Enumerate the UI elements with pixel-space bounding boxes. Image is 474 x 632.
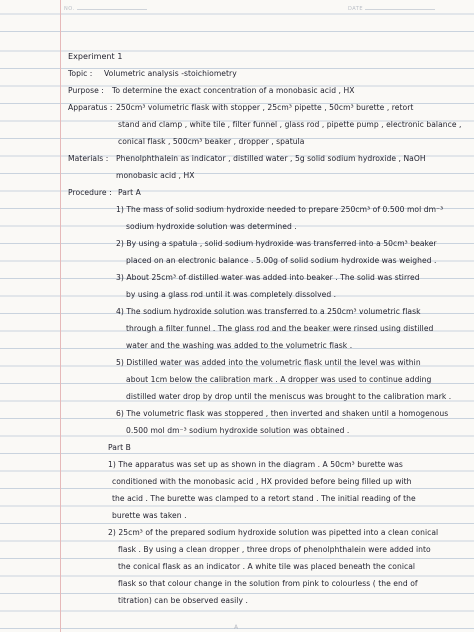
margin-line — [60, 0, 61, 632]
apparatus-line: 250cm³ volumetric flask with stopper , 25cm³ pipette , 50cm³ burette , retort — [116, 103, 414, 112]
procedure-line: 2) 25cm³ of the prepared sodium hydroxide solution was pipetted into a clean conical — [108, 528, 439, 537]
page-title: Experiment 1 — [68, 52, 123, 61]
materials-line: Phenolphthalein as indicator , distilled water , 5g solid sodium hydroxide , NaOH — [116, 154, 426, 163]
apparatus-line: stand and clamp , white tile , filter funnel , glass rod , pipette pump , electronic balance , — [118, 120, 462, 129]
procedure-line: conditioned with the monobasic acid , HX provided before being filled up with — [112, 477, 412, 486]
procedure-line: about 1cm below the calibration mark . A dropper was used to continue adding — [126, 375, 432, 384]
header-no-label: NO. — [64, 6, 75, 12]
procedure-line: sodium hydroxide solution was determined . — [126, 222, 297, 231]
procedure-line: titration) can be observed easily . — [118, 596, 248, 605]
procedure-line: 4) The sodium hydroxide solution was transferred to a 250cm³ volumetric flask — [116, 307, 421, 316]
procedure-line: by using a glass rod until it was completely dissolved . — [126, 290, 337, 299]
procedure-line: through a filter funnel . The glass rod and the beaker were rinsed using distilled — [126, 324, 434, 333]
materials-label: Materials : — [68, 154, 109, 163]
header-date — [348, 6, 435, 12]
part-b-label: Part B — [108, 443, 131, 452]
procedure-line: placed on an electronic balance . 5.00g of solid sodium hydroxide was weighed . — [126, 256, 437, 265]
procedure-line: flask . By using a clean dropper , three drops of phenolphthalein were added into — [118, 545, 431, 554]
header-no — [64, 6, 147, 12]
apparatus-label: Apparatus : — [68, 103, 113, 112]
header-date-rule — [365, 9, 435, 10]
footer-mark: A — [234, 624, 239, 631]
apparatus-line: conical flask , 500cm³ beaker , dropper , spatula — [118, 137, 305, 146]
procedure-line: 1) The mass of solid sodium hydroxide needed to prepare 250cm³ of 0.500 mol dm⁻³ — [116, 205, 444, 214]
procedure-line: the acid . The burette was clamped to a retort stand . The initial reading of the — [112, 494, 416, 503]
materials-line: monobasic acid , HX — [116, 171, 195, 180]
header-no-rule — [77, 9, 147, 10]
header-date-label: DATE — [348, 6, 364, 12]
procedure-line: flask so that colour change in the solution from pink to colourless ( the end of — [118, 579, 418, 588]
procedure-line: 6) The volumetric flask was stoppered , then inverted and shaken until a homogenous — [116, 409, 449, 418]
procedure-label: Procedure : — [68, 188, 112, 197]
procedure-line: 5) Distilled water was added into the volumetric flask until the level was within — [116, 358, 421, 367]
purpose-text: To determine the exact concentration of a monobasic acid , HX — [112, 86, 355, 95]
part-a-label: Part A — [118, 188, 141, 197]
purpose-label: Purpose : — [68, 86, 104, 95]
procedure-line: burette was taken . — [112, 511, 187, 520]
topic-text: Volumetric analysis -stoichiometry — [104, 69, 237, 78]
procedure-line: water and the washing was added to the volumetric flask . — [126, 341, 353, 350]
procedure-line: 1) The apparatus was set up as shown in the diagram . A 50cm³ burette was — [108, 460, 403, 469]
procedure-line: 3) About 25cm³ of distilled water was added into beaker . The solid was stirred — [116, 273, 420, 282]
procedure-line: distilled water drop by drop until the meniscus was brought to the calibration mark . — [126, 392, 452, 401]
topic-label: Topic : — [68, 69, 93, 78]
procedure-line: 0.500 mol dm⁻³ sodium hydroxide solution was obtained . — [126, 426, 350, 435]
procedure-line: 2) By using a spatula , solid sodium hydroxide was transferred into a 50cm³ beaker — [116, 239, 437, 248]
procedure-line: the conical flask as an indicator . A white tile was placed beneath the conical — [118, 562, 416, 571]
